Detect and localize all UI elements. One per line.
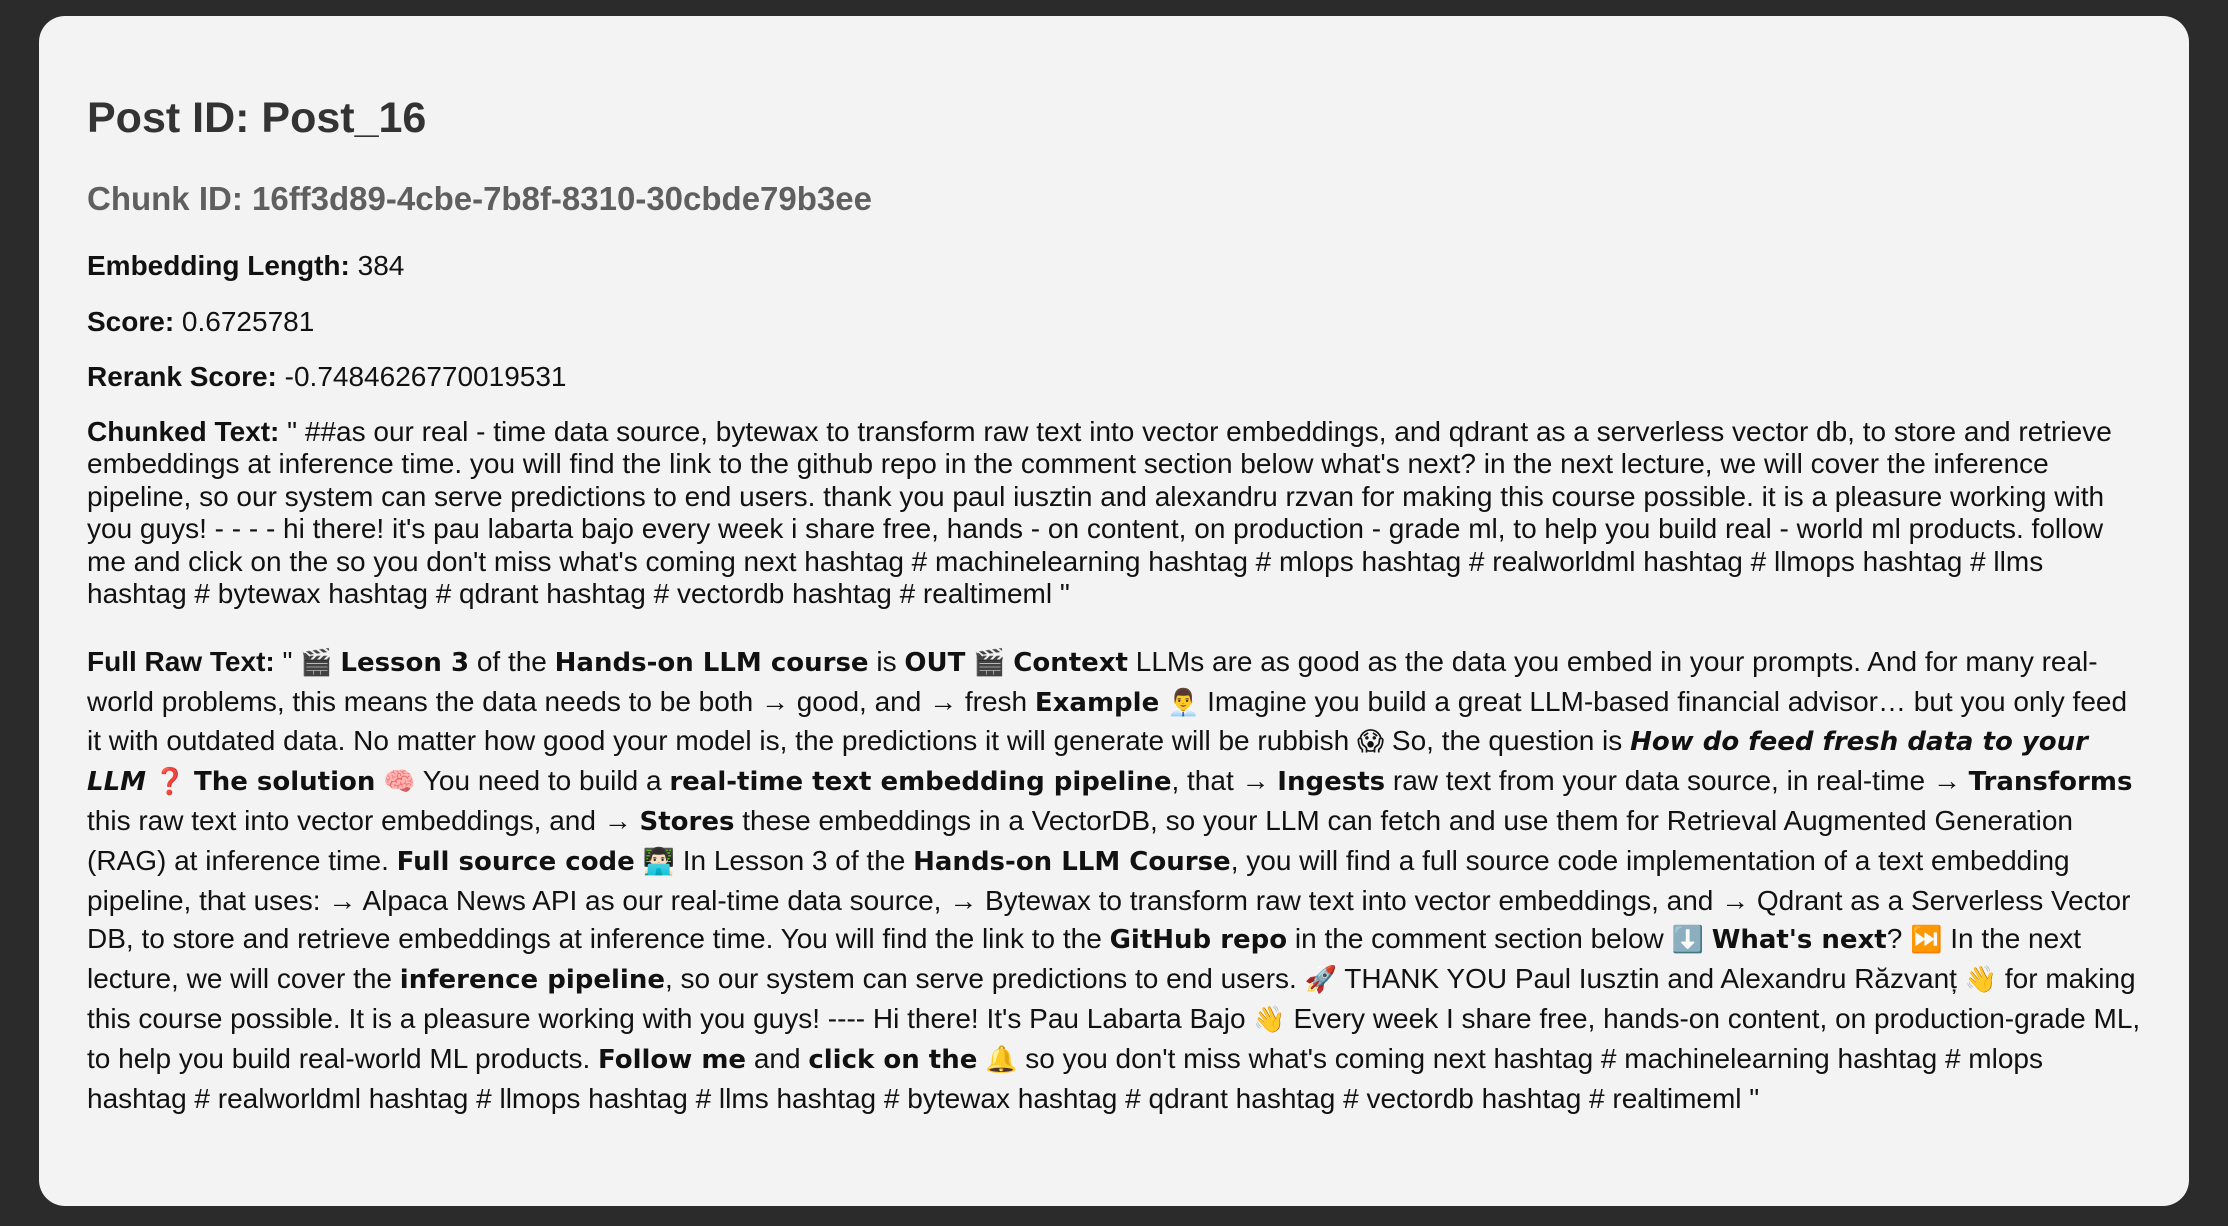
raw-text-segment: for making this course possible. It is a pleasure working with you guys! ---- Hi there! It's Pau Labarta Bajo [87, 963, 2136, 1034]
raw-text-bold: The solution [193, 767, 376, 798]
raw-text-segment: in the comment section below [1287, 923, 1672, 955]
score-row [87, 305, 2141, 339]
raw-text-segment [186, 765, 194, 796]
embedding-length-row [87, 249, 2141, 283]
raw-text-segment: this raw text into vector embeddings, and → [87, 805, 640, 836]
raw-text-segment: In the next lecture, we will cover the [87, 923, 2081, 995]
screaming-face-icon: 😱 [1357, 727, 1385, 758]
chunked-text-value: " ##as our real - time data source, bytewax to transform raw text into vector embeddings, and qdrant as a serverless vector db, to store and retrieve embeddings at inference time. you will find the link to the github repo in the comment section below what's next? in the next lecture, we will cover the inference pipeline, so our system can serve predictions to end users. thank you paul iusztin and alexandru rzvan for making this course possible. it is a pleasure working with you guys! - - - - hi there! it's pau labarta bajo every week i share free, hands - on content, on production - grade ml, to help you build real - world ml products. follow me and click on the so you don't miss what's coming next hashtag # machinelearning hashtag # mlops hashtag # realworldml hashtag # llmops hashtag # llms hashtag # bytewax hashtag # qdrant hashtag # vectordb hashtag # realtimeml " [87, 415, 2112, 610]
raw-text-bold: Hands-on LLM course [554, 647, 869, 678]
chunked-text-row [87, 416, 2141, 611]
raw-text-segment: and [746, 1042, 809, 1074]
question-mark-icon: ❓ [153, 767, 187, 798]
next-track-icon: ⏭️ [1910, 925, 1943, 956]
raw-text-segment: THANK YOU Paul Iusztin and Alexandru Răzvanț [1336, 963, 1965, 995]
raw-text-bold: Ingests [1277, 767, 1386, 798]
rerank-score-label: Rerank Score: [87, 361, 277, 393]
raw-text-segment: " [274, 645, 301, 677]
embedding-length-label: Embedding Length: [87, 250, 350, 282]
raw-text-bold: Lesson 3 [340, 647, 470, 678]
raw-text-segment: , you will find a full source code implementation of a text embedding pipeline, that uses: → Alpaca News API as our real-time data source, → Bytewax to transform raw text into vector embeddings, and → Qdrant as a Serverless Vector DB, to store and retrieve embeddings at inference time. You will find the link to the [87, 844, 2131, 955]
raw-text-segment [146, 765, 154, 796]
waving-hand-icon: 👋 [1253, 1004, 1286, 1035]
brain-icon: 🧠 [383, 767, 416, 798]
raw-text-bold: Follow me [598, 1044, 747, 1075]
clapper-board-icon: 🎬 [300, 647, 333, 678]
raw-text-bold: real-time text embedding pipeline [669, 767, 1172, 798]
raw-text-segment: of the [469, 645, 555, 677]
raw-text-segment [965, 646, 973, 677]
raw-text-segment [635, 845, 643, 876]
technologist-icon: 👨🏻‍💻 [642, 846, 675, 877]
raw-text-segment: You need to build a [415, 765, 670, 797]
raw-text-segment: so you don't miss what's coming next hashtag # machinelearning hashtag # mlops hashtag # realworldml hashtag # llmops hashtag # llms hashtag # bytewax hashtag # qdrant hashtag # vectordb hashtag # realtimeml " [87, 1042, 2043, 1114]
full-raw-text-label: Full Raw Text: [87, 645, 275, 677]
raw-text-bold: click on the [808, 1044, 978, 1075]
raw-text-bold: inference pipeline [399, 965, 665, 996]
raw-text-segment [977, 1043, 985, 1074]
bell-icon: 🔔 [985, 1044, 1018, 1075]
raw-text-bold: Full source code [396, 846, 635, 877]
raw-text-segment: LLMs are as good as the data you embed in your prompts. And for many real-world problems, this means the data needs to be both → good, and → fresh [87, 645, 2098, 717]
waving-hand-icon: 👋 [1964, 965, 1998, 996]
raw-text-bold: Example [1034, 687, 1160, 718]
post-id-heading: Post ID: Post_16 [87, 94, 427, 142]
rocket-icon: 🚀 [1304, 965, 1337, 996]
raw-text-bold: Stores [639, 807, 735, 837]
down-arrow-icon: ⬇️ [1671, 925, 1704, 956]
raw-text-segment: Every week I share free, hands-on content, on production-grade ML, to help you build real-world ML products. [87, 1002, 2141, 1074]
full-raw-text-row [87, 643, 2141, 1119]
embedding-length-value: 384 [349, 250, 405, 282]
raw-text-segment: So, the question is [1384, 725, 1631, 757]
raw-text-bold: Hands-on LLM Course [913, 846, 1231, 877]
raw-text-segment [1704, 923, 1712, 954]
raw-text-segment: these embeddings in a VectorDB, so your LLM can fetch and use them for Retrieval Augmented Generation (RAG) at inference time. [87, 805, 2073, 876]
raw-text-bold: What's next [1711, 925, 1887, 956]
chunked-text-label: Chunked Text: [87, 415, 280, 447]
rerank-score-row [87, 360, 2141, 394]
raw-text-bold: Transforms [1968, 767, 2133, 798]
raw-text-segment: In Lesson 3 of the [674, 844, 914, 876]
raw-text-segment: , that → [1171, 765, 1278, 797]
office-worker-icon: 👨‍💼 [1167, 687, 1200, 718]
raw-text-bold: OUT [904, 647, 966, 678]
raw-text-segment: , so our system can serve predictions to end users. [664, 963, 1305, 995]
raw-text-bold-italic: How do feed fresh data to your LLM [87, 727, 2088, 798]
post-card [39, 16, 2189, 1206]
score-label: Score: [87, 305, 175, 337]
clapper-board-icon: 🎬 [973, 647, 1006, 678]
chunk-id-heading: Chunk ID: 16ff3d89-4cbe-7b8f-8310-30cbde79b3ee [87, 180, 872, 218]
raw-text-segment: raw text from your data source, in real-time → [1385, 765, 1969, 797]
raw-text-segment [1159, 686, 1167, 717]
raw-text-bold: Context [1013, 647, 1128, 678]
raw-text-segment [375, 765, 383, 796]
raw-text-segment: is [868, 645, 905, 677]
raw-text-segment: Imagine you build a great LLM-based financial advisor… but you only feed it with outdated data. No matter how good your model is, the predictions it will generate will be rubbish [87, 685, 2128, 757]
raw-text-segment: ? [1886, 923, 1911, 955]
score-value: 0.6725781 [174, 305, 315, 337]
raw-text-bold: GitHub repo [1109, 925, 1288, 956]
rerank-score-value: -0.7484626770019531 [276, 361, 567, 393]
